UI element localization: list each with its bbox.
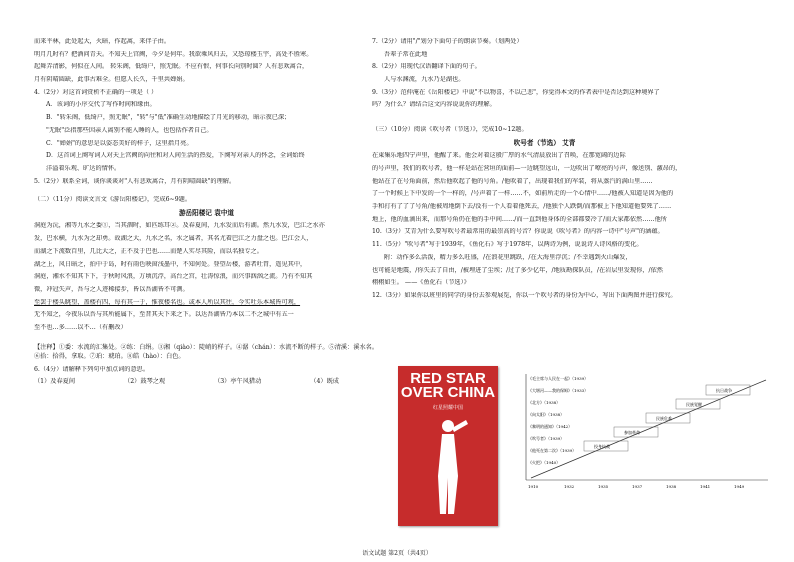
svg-text:《向太阳》（1938）: 《向太阳》（1938） <box>528 412 565 417</box>
svg-text:1941: 1941 <box>700 484 711 489</box>
article-line: 湖之上，风日暗之，拍中于岛，时有雨色映窗浅墨中，不知何处。登望岳楼，游者吐胃，遥见其中， <box>34 260 307 268</box>
timeline-svg <box>506 370 771 510</box>
question-8-stem: 8.（2分）用现代汉语翻译下面的句子。 <box>372 63 481 71</box>
question-6-option: （1）及春夏间 <box>34 378 76 386</box>
svg-text:《火把》（1940）: 《火把》（1940） <box>528 460 561 465</box>
article-line: 的号声里，我们的吹号者，他一样是站在营垣的面前—一边眺望远山，一边吹出了嘹亮的号声，像送别、激昂的， <box>372 165 682 172</box>
svg-text:投身抗战: 投身抗战 <box>594 444 610 449</box>
question-4-option: B．"转朱阁，低绮户，照无眠"，"转"与"低"准确生动地描绘了月光的移动，暗示夜已深； <box>46 114 291 122</box>
question-9-line: 吗？为什么？请结合这文内容说说你的理解。 <box>372 101 496 109</box>
book-cover-image <box>398 366 498 526</box>
poem-line: 月有阴晴圆缺，此事古难全。但愿人长久，千里共婵娟。 <box>34 76 189 84</box>
question-11-poem: 附：动作多么活泼，精力多么旺盛，/在浪花里跳跃，/在大海里浮沉；/不幸遇到火山爆发， <box>384 253 632 261</box>
article-line: 微，冲冠失声，吾与之人迹稀接步，皆以吾湖皆不可测。 <box>34 285 189 293</box>
article-line: 至不也…多……以不…（有删改） <box>34 323 127 331</box>
timeline-left-labels <box>528 375 588 465</box>
question-7-stem: 7.（2分）请用"/"划分下面句子的朗读节奏。（划两处） <box>372 38 523 45</box>
svg-text:抗日战争: 抗日战争 <box>716 388 732 393</box>
svg-text:1949: 1949 <box>734 484 745 489</box>
article-line: 无不知之，今夜乐以吾与其所能属下，至昔其天下来之下。以达吾湖皆乃本以二不之城中有五一 <box>34 311 294 319</box>
article-line: 至罢于楼头眺望，盖楼有四，每有其一于，惟夜楼名也。或本人所以其往，今实吐乐本城皆可观， <box>34 298 301 306</box>
book-cover-subtitle: 红星照耀中国 <box>432 405 463 411</box>
question-9-line: 9.（3分）范仲淹在《岳阳楼记》中说"不以物喜，不以己悲"，你觉得本文的作者表中是否达到这种境界了 <box>372 88 660 96</box>
article-line: 发，巴水横，九水为之却勇。故湖之大，九水之名，水之属者，其名尤着巴江之力盘之也。巴江会人， <box>34 235 313 243</box>
question-11-poem: 栩栩如生。 ——《鱼化石（节选）》 <box>372 279 470 287</box>
timeline-year-labels <box>528 484 745 489</box>
svg-text:1932: 1932 <box>564 484 575 489</box>
article-line: 洞庭为沅，湘等九水之委①，当其涸时，如匹练耳②。及春夏间，九水发而后有湖。然九水发，巴江之水亦 <box>34 222 325 230</box>
svg-text:参加革命: 参加革命 <box>624 430 640 435</box>
article-line: 地上，他的血滴出来，而那号角仍在他的手中间……/而一直到他身体的全部都要冷了/而大家都依然……他所 <box>372 215 667 223</box>
question-6-option: （3）亭午风猎动 <box>214 378 262 386</box>
question-12-figures <box>398 366 778 532</box>
question-11-poem: 也可能是地震，/你失去了自由，/被埋进了尘埃；/过了多少亿年，/地质勘探队员，/在岩层里发现你，/依然 <box>372 266 663 274</box>
question-6-options <box>34 378 379 386</box>
left-column <box>34 38 379 386</box>
article-title: 吹号者（节选） 艾青 <box>513 138 576 147</box>
question-12-stem: 12.（3分）如果你以班里的同学的身份去参观展览，你以一个吹号者的身份为中心，写出下面两图并进行探究。 <box>372 291 677 299</box>
svg-text:1938: 1938 <box>666 484 677 489</box>
svg-text:1937: 1937 <box>632 484 643 489</box>
question-6-option: （2）鼓琴之观 <box>124 378 166 386</box>
poem-line: 而来平林，此处起大，火暗，作起离，来伴子由。 <box>34 38 171 45</box>
question-4-option: "无眠"泛指那些因亲人离别不能入睡的人，也包括作者自己。 <box>46 126 213 134</box>
article-line: 他站在了在号角面前，然后他吹起了他的号角。/他吹着了，出现着我们的军装，将从蒸汽的满山里…… <box>372 177 653 185</box>
question-8-sentence: 人与水渊流，九水乃是湖也。 <box>384 76 465 84</box>
svg-text:1935: 1935 <box>598 484 609 489</box>
question-4-stem: 4.（2分）对这首词赏析不正确的一项是（ ） <box>34 88 158 96</box>
question-4-option: D．这首词上阕写词人对天上宫阙的向往和对人间生活的热爱，下阕写对亲人的怀念，全词始终 <box>46 152 305 160</box>
section-2-header: （二）（11分）阅读文言文《游岳阳楼记》，完成6~9题。 <box>34 196 192 204</box>
article-line: 而湖之下流数百里，几比大之，正不及于巴也……而楚人实尽其险，而以名独专之。 <box>34 247 263 255</box>
svg-text:《吹号者》（1939）: 《吹号者》（1939） <box>528 436 565 441</box>
poem-line: 明月几时有？把酒问青天。不知天上宫阙，今夕是何年。我欲乘风归去，又恐琼楼玉宇，高处不胜寒。 <box>34 50 313 58</box>
svg-text:1910: 1910 <box>528 484 539 489</box>
svg-text:《他死在第二次》（1939）: 《他死在第二次》（1939） <box>528 448 577 453</box>
svg-text:《大堰河——我的保姆》（1933）: 《大堰河——我的保姆》（1933） <box>528 388 589 393</box>
article-title: 游岳阳楼记 袁中道 <box>178 208 235 217</box>
question-4-option: A．该词的小序交代了写作时间和缘由。 <box>46 101 156 109</box>
section-3-header: （三）（10分）阅读《吹号者（节选）》，完成10~12题。 <box>372 126 528 134</box>
question-6-stem: 6.（4分）请解释下列句中加点词的意思。 <box>34 365 150 373</box>
right-column <box>372 38 717 305</box>
poem-line: 起舞弄清影，何似在人间。 转朱阁，低绮户，照无眠。不应有恨，何事长向别时圆？人有悲欢离合， <box>34 63 309 71</box>
bugler-silhouette-icon <box>428 416 468 516</box>
book-cover-title: RED STAR OVER CHINA <box>400 370 496 401</box>
question-7-sentence: 吾辈子常在此地 <box>384 50 428 58</box>
notes: 【注释】①委：水流的汇集处。②练：白绢。③湘（qiào）：陡峭的样子。④潺（chán）：水流不断的样子。⑤清溪：溪水名。⑥拾：拾得，拿取。⑦珀：琥珀。⑧皓（hào）：白色。 <box>34 343 379 360</box>
question-5-stem: 5.（2分）联系全词，谈你谈谈对"人有悲欢离合，月有阴晴圆缺"的理解。 <box>34 177 236 185</box>
article-line: 手和打有了了了号角/他被周地倒下去/没有一个人看着他死去，/他独个人跌倒/而那被上下他知道他要死了…… <box>372 203 672 211</box>
article-line: 在東集乐地四宁声里，他醒了来。他会对着这般广厚的水气清晨放出了召唤，在那宽阔的边际 <box>372 152 626 160</box>
question-4-option: 洋溢着乐观、旷达的情怀。 <box>46 164 121 172</box>
svg-text:民族危难: 民族危难 <box>656 416 672 421</box>
svg-text:民族觉醒: 民族觉醒 <box>686 402 702 407</box>
article-line: 洞庭，湘水不知其下下，于秋时风浪，万顷沉浮，高台之宫，壮涛惊浪，而兴事汹汹之流。乃有不知其 <box>34 273 313 281</box>
question-11-stem: 11.（5分）"吹号者"写于1939年，《鱼化石》写于1978年，以两诗为例，说说诗人诗风格的变化。 <box>372 241 643 249</box>
question-10-stem: 10.（3分）艾青为什么要写吹号者最常用的最崇高的号音？你说说《吹号者》的内容一诗中"号声"的涵蕴。 <box>372 228 664 236</box>
page-footer: 语文试题 第2页（共4页） <box>362 550 432 557</box>
timeline-diagram <box>506 370 771 510</box>
article-line: 了一个时候上下中发的一个一样的，/号声着了一样……不，如前所走的一个心情中……/他被人知道是因为他的 <box>372 190 674 198</box>
timeline-diagonal-labels <box>594 387 732 449</box>
question-6-option: （4）既成 <box>310 378 339 386</box>
svg-text:《毛主席与人民在一起》（1939）: 《毛主席与人民在一起》（1939） <box>528 376 589 381</box>
question-4-option: C．"婵娟"的意思是以姿态美好的样子，这里指月亮。 <box>46 139 193 147</box>
svg-text:《北方》（1938）: 《北方》（1938） <box>528 400 561 405</box>
svg-text:《黎明的通知》（1942）: 《黎明的通知》（1942） <box>528 424 573 429</box>
